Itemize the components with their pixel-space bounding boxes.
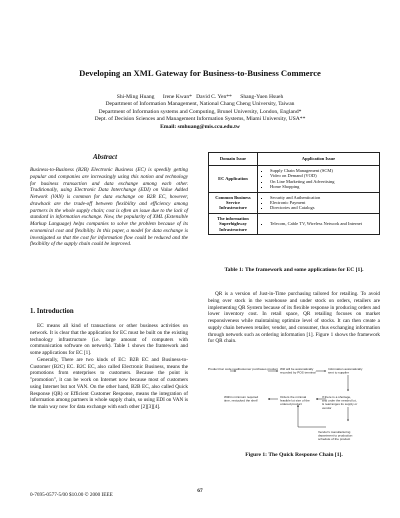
domain-cell: EC Application <box>209 166 258 193</box>
page-number: 67 <box>197 488 203 494</box>
node-vendor-production: Vendor's manufacturing department to production schedule of the product <box>318 430 353 442</box>
table-ec-framework <box>208 152 380 235</box>
affiliation-3: Dept. of Decision Sciences and Management Information Systems, Miami University, USA** <box>94 116 306 123</box>
abstract-body <box>30 167 188 248</box>
quick-response-chain-figure <box>208 367 382 447</box>
application-item: ▪ Supply Chain Management (SCM) <box>270 168 376 173</box>
application-item: ▪ Electronic Payment <box>270 200 376 205</box>
qr-paragraph: QR is a version of Just-in-Time purchasing tailored for retailing. To avoid being over stock in the warehouse and under stock on orders, retailers are implementing QR System because of its flexible response in producing orders and lower inventory cost. In retail space, QR retailing focuses on market responsiveness while maintaining optimize level of stocks. It can then create a supply chain between retailer, vendor, and consumer, thus exchanging information through network such as ordering information [1]. Figure 1 shows the framework for QR chain. <box>208 291 380 345</box>
application-item: ▪ Security and Authentication <box>270 195 376 200</box>
application-cell <box>258 166 380 193</box>
application-item: ▪ On Line Marketing and Advertising <box>270 179 376 184</box>
application-item: ▪ Directories and Catalogs <box>270 205 376 210</box>
application-cell <box>258 213 380 234</box>
node-info-to-supplier: Information automatically sent to supplier <box>328 367 363 375</box>
author-email: Email: smhuang@mis.ccu.edu.tw <box>160 123 240 130</box>
right-column-body <box>208 291 380 345</box>
header-domain-issue: Domain Issue <box>209 153 258 166</box>
domain-cell: The information Superhighway Infrastructure <box>209 213 258 234</box>
domain-cell: Common Business Service Infrastructure <box>209 192 258 213</box>
table-row <box>209 213 380 234</box>
header-application-issue: Application Issue <box>258 153 380 166</box>
intro-paragraph-1: EC means all kind of transactions or other business activities on network. It is clear that the application for EC must be built on the existing technology infrastructure (i.e. large amount of computers with communication software on network). Table 1 shows the framework and some applications for EC [1]. <box>30 323 188 356</box>
affiliation-1: Department of Information Management, National Chang Cheng University, Taiwan <box>105 101 295 108</box>
node-order-lot: Orders the minimal feasible lot size of the ordered product <box>280 395 310 407</box>
introduction-heading: 1. Introduction <box>30 308 74 315</box>
figure-caption: Figure 1: The Quick Response Chain [1]. <box>245 452 343 458</box>
application-item: ▪ Telecom, Cable TV, Wireless Network and Internet <box>270 221 376 226</box>
copyright-footer: 0-7695-0577-5/00 $10.00 © 2000 IEEE <box>30 492 113 498</box>
node-customer-purchase: Customer purchases product <box>238 367 278 371</box>
affiliation-2: Department of Information systems and Computing, Brunel University, London, England* <box>98 108 302 115</box>
node-restock-shelf: Within minimum required time, restocked the shelf <box>224 395 259 403</box>
application-item: ▪ Home Shopping <box>270 184 376 189</box>
abstract-text: Business-to-Business (B2B) Electronic Business (EC) is speedily getting popular and companies are increasingly using this notion and technology for business transaction and data exchange among each other. Traditionally, using Electronic Data Interchange (EDI) on Value Added Network (VAN) is common for data exchange on B2B EC, however, drawback are the trade-off between flexibility and efficiency among partners in the whole supply chain; cost is often an issue due to the lack of standard in information exchange. Now, the popularity of XML (Extensible Markup Language) helps companies to solve the problem because of its economical cost and flexibility. In this paper, a model for data exchange is investigated so that the cost for information flow could be reduced and the flexibility of the supply chain could be improved. <box>30 167 188 248</box>
application-item: ▪ Video on Demand (VOD) <box>270 173 376 178</box>
paper-title: Developing an XML Gateway for Business-to-Business Commerce <box>79 68 321 78</box>
table-row <box>209 192 380 213</box>
author-names: Shi-Ming Huang Irene Kwan* David C. Yen** Shang-Yuen Hsueh <box>116 94 284 100</box>
node-product-barcode: Product bar code read <box>208 367 239 371</box>
table-row <box>209 166 380 193</box>
introduction-body <box>30 323 188 411</box>
author-block <box>0 94 400 131</box>
table-caption: Table 1: The framework and some applications for EC [1]. <box>224 267 364 273</box>
abstract-heading: Abstract <box>92 153 118 161</box>
intro-paragraph-2: Generally, There are two kinds of EC: B2B EC and Business-to-Customer (B2C) EC. B2C EC, also called Electronic Business, means the promotions from enterprises to customers. Because the point is "promotion", it can be work on Internet now because most of customers using Internet but not VAN. On the other hand, B2B EC, also called Quick Response (QR) or Efficient Customer Response, means the integration of information among partners in whole supply chain, so using EDI on VAN is the main way now for data exchange with each other [2][3][4]. <box>30 356 188 410</box>
application-cell <box>258 192 380 213</box>
node-shortage-check: If there is a shortage, and order the needed lot, & rearranges its supply or vendor <box>322 395 358 410</box>
node-pos-record: Will will be automatically recorded by POS terminal <box>280 367 316 375</box>
table-header-row <box>209 153 380 166</box>
